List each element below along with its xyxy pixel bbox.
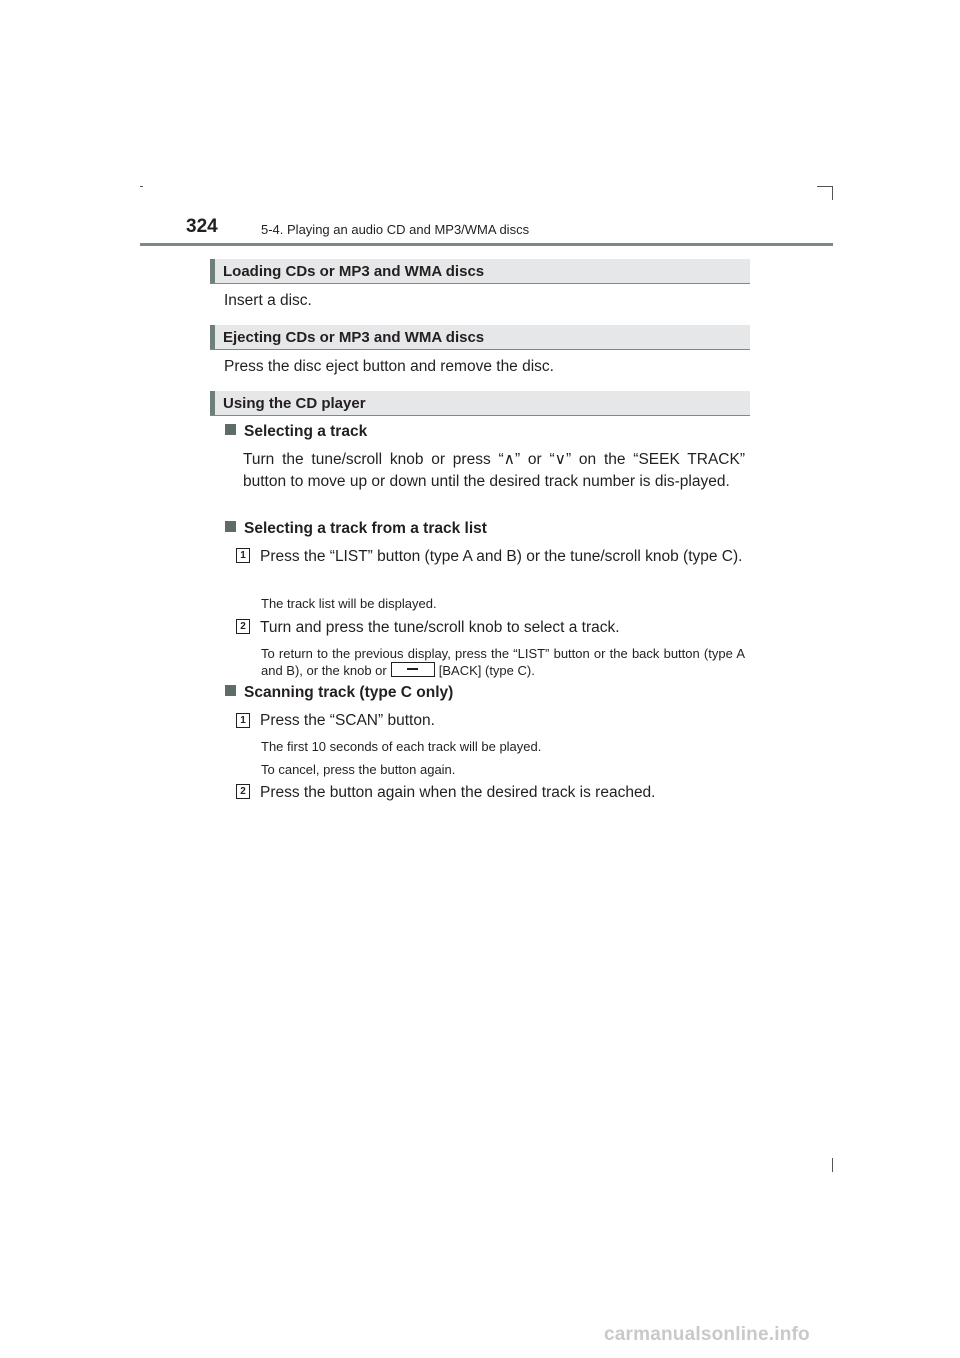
page-number: 324 — [186, 216, 218, 237]
section-title: Using the CD player — [223, 395, 366, 412]
scanning-step-1: Press the “SCAN” button. — [260, 712, 435, 729]
crop-mark — [140, 186, 143, 187]
header-divider — [140, 243, 833, 246]
back-key-icon — [391, 662, 435, 677]
section-title: Loading CDs or MP3 and WMA discs — [223, 263, 485, 280]
chapter-title: 5-4. Playing an audio CD and MP3/WMA discs — [261, 222, 530, 237]
bullet-square-icon — [225, 521, 236, 532]
selecting-track-text: Turn the tune/scroll knob or press “∧” or “∨” on the “SEEK TRACK” button to move up or down until the desired track number is dis-played. — [243, 451, 745, 490]
track-list-step-1-note: The track list will be displayed. — [261, 596, 437, 611]
crop-mark — [832, 186, 833, 200]
step-number-box: 2 — [236, 784, 250, 799]
step-number-box: 2 — [236, 619, 250, 634]
watermark: carmanualsonline.info — [604, 1324, 810, 1345]
ejecting-text: Press the disc eject button and remove the disc. — [224, 358, 554, 375]
scanning-step-1-note-2: To cancel, press the button again. — [261, 762, 456, 777]
crop-mark — [832, 1158, 833, 1172]
scanning-step-2: Press the button again when the desired track is reached. — [260, 784, 656, 801]
subheading-track-list: Selecting a track from a track list — [225, 520, 487, 538]
loading-text: Insert a disc. — [224, 292, 312, 309]
track-list-step-2-note: To return to the previous display, press the “LIST” button or the back button (type A and B), or the knob or [BACK] (type C). — [261, 646, 745, 678]
bullet-square-icon — [225, 424, 236, 435]
section-title: Ejecting CDs or MP3 and WMA discs — [223, 329, 485, 346]
track-list-step-2: Turn and press the tune/scroll knob to select a track. — [260, 619, 620, 636]
section-header-loading — [210, 259, 750, 284]
crop-mark — [817, 186, 833, 187]
subheading-scanning: Scanning track (type C only) — [225, 684, 453, 702]
step-number-box: 1 — [236, 713, 250, 728]
subheading-selecting-track: Selecting a track — [225, 423, 367, 441]
step-number-box: 1 — [236, 548, 250, 563]
bullet-square-icon — [225, 685, 236, 696]
track-list-step-1: Press the “LIST” button (type A and B) or the tune/scroll knob (type C). — [260, 548, 743, 565]
scanning-step-1-note-1: The first 10 seconds of each track will be played. — [261, 739, 542, 754]
section-header-ejecting — [210, 325, 750, 350]
section-header-using — [210, 391, 750, 416]
